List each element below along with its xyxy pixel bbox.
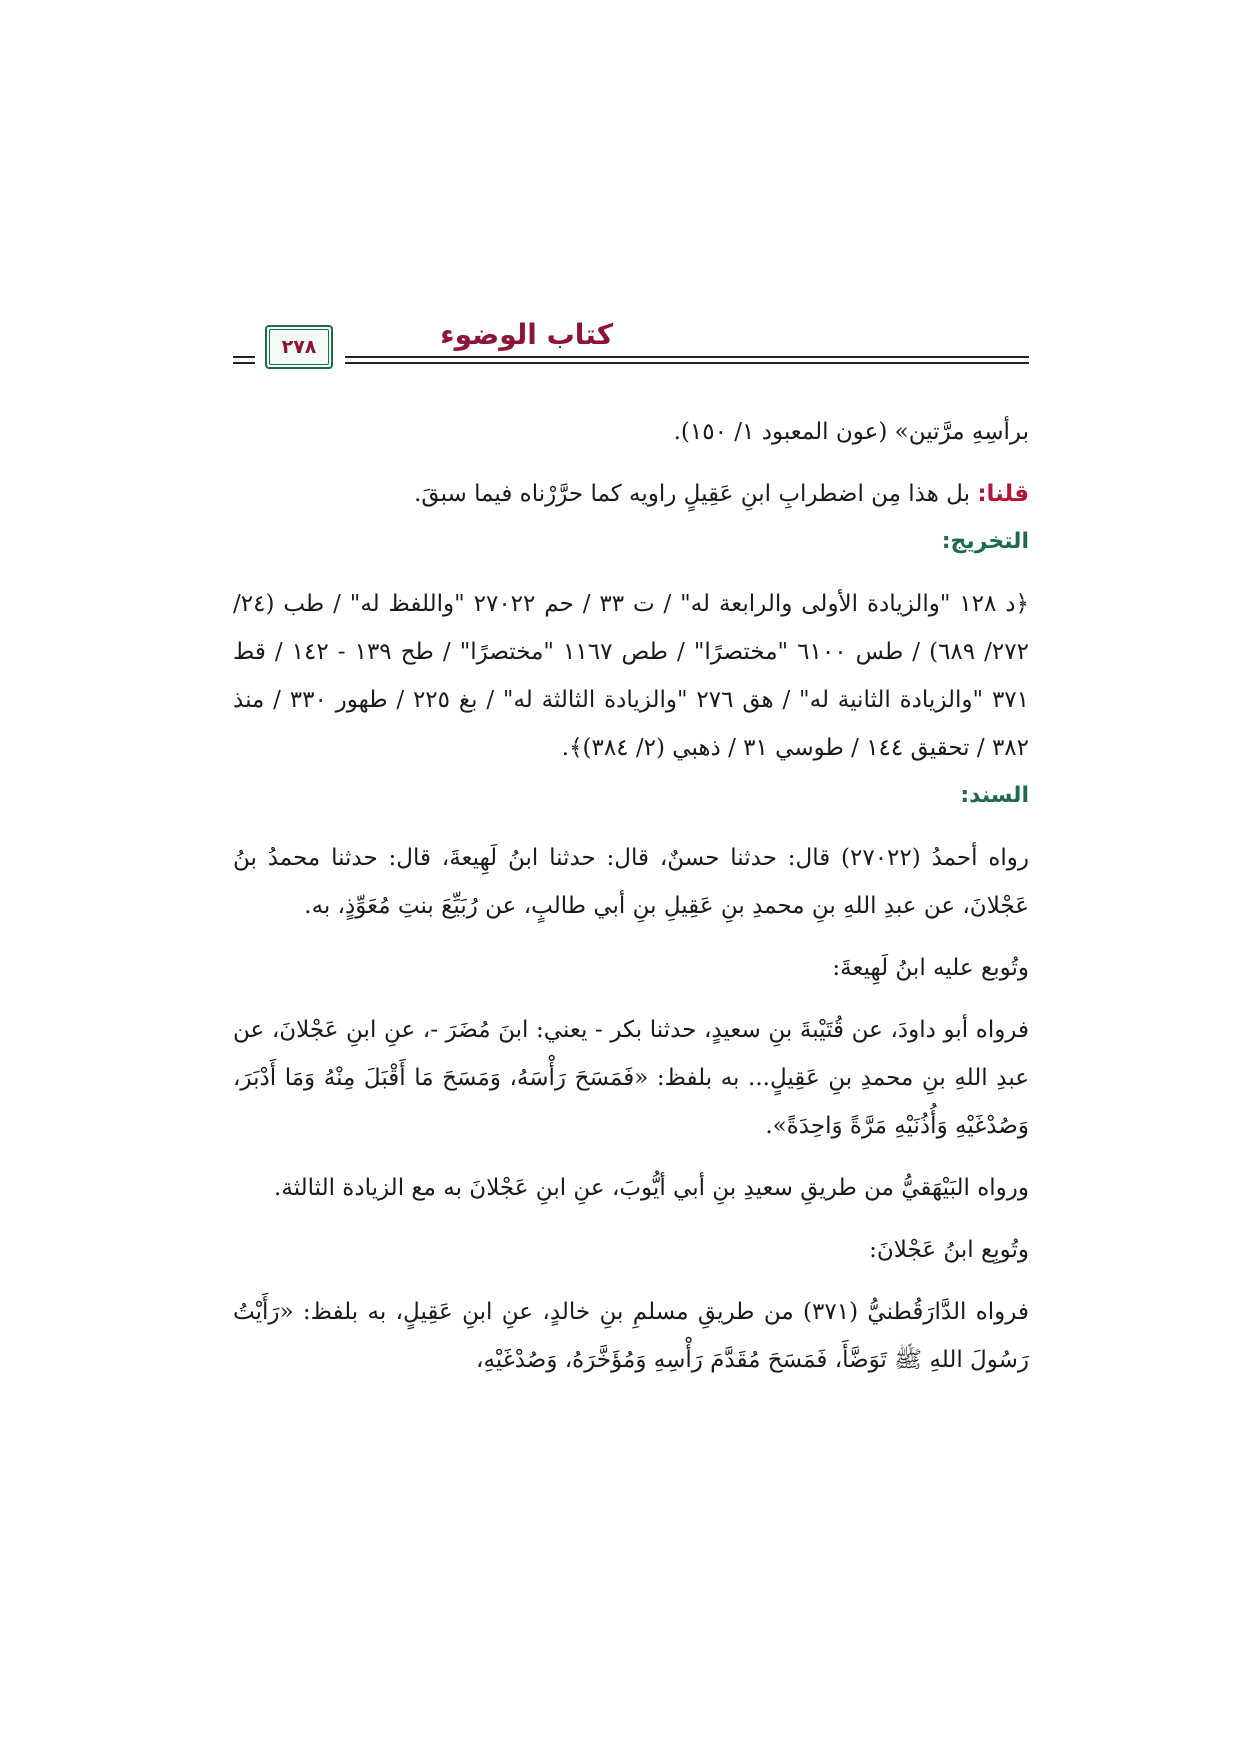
page-body bbox=[233, 408, 1029, 1384]
qulna-label: قلنا: bbox=[977, 481, 1029, 507]
header-rule-left-bottom bbox=[233, 362, 255, 364]
takhrij-heading: التخريج: bbox=[941, 529, 1029, 554]
sanad-paragraph-2: وتُوبع عليه ابنُ لَهِيعةَ: bbox=[832, 955, 1029, 981]
page-number: ٢٧٨ bbox=[269, 329, 329, 365]
page-number-badge bbox=[265, 325, 333, 369]
header-rule-bottom bbox=[345, 362, 1029, 364]
text-line-1: برأسِهِ مرَّتين» (عون المعبود ١/ ١٥٠). bbox=[673, 419, 1029, 445]
qulna-paragraph bbox=[233, 470, 1029, 518]
sanad-paragraph-3: فرواه أبو داودَ، عن قُتَيْبةَ بنِ سعيدٍ، حدثنا بكر - يعني: ابنَ مُضَرَ -، عنِ ابنِ عَجْلانَ، عن عبدِ اللهِ بنِ محمدِ بنِ عَقِيلٍ... به بلفظ: «فَمَسَحَ رَأْسَهُ، وَمَسَحَ مَا أَقْبَلَ مِنْهُ وَمَا أَدْبَرَ، وَصُدْغَيْهِ وَأُذُنَيْهِ مَرَّةً وَاحِدَةً». bbox=[233, 1017, 1029, 1139]
header-rule-top bbox=[345, 356, 1029, 358]
sanad-paragraph-4: ورواه البَيْهَقيُّ من طريقِ سعيدِ بنِ أبي أيُّوبَ، عنِ ابنِ عَجْلانَ به مع الزيادة الثالثة. bbox=[274, 1175, 1029, 1201]
sanad-paragraph-1: رواه أحمدُ (٢٧٠٢٢) قال: حدثنا حسنٌ، قال: حدثنا ابنُ لَهِيعةَ، قال: حدثنا محمدُ بنُ عَجْلانَ، عن عبدِ اللهِ بنِ محمدِ بنِ عَقِيلِ بنِ أبي طالبٍ، عن رُبَيِّعَ بنتِ مُعَوِّذٍ، به. bbox=[233, 845, 1030, 919]
page-header bbox=[233, 318, 1029, 388]
takhrij-paragraph: ﴿د ١٢٨ "والزيادة الأولى والرابعة له" / ت ٣٣ / حم ٢٧٠٢٢ "واللفظ له" / طب (٢٤/ ٢٧٢/ ٦٨٩) / طس ٦١٠٠ "مختصرًا" / طص ١١٦٧ "مختصرًا" / طح ١٣٩ - ١٤٢ / قط ٣٧١ "والزيادة الثانية له" / هق ٢٧٦ "والزيادة الثالثة له" / بغ ٢٢٥ / طهور ٣٣٠ / منذ ٣٨٢ / تحقيق ١٤٤ / طوسي ٣١ / ذهبي (٢/ ٣٨٤)﴾. bbox=[233, 591, 1030, 761]
header-rule-left-top bbox=[233, 356, 255, 358]
sanad-heading: السند: bbox=[960, 783, 1029, 808]
sanad-paragraph-6: فرواه الدَّارَقُطنيُّ (٣٧١) من طريقِ مسلمِ بنِ خالدٍ، عنِ ابنِ عَقِيلٍ، به بلفظ: «رَأَيْتُ رَسُولَ اللهِ ﷺ تَوَضَّأَ، فَمَسَحَ مُقَدَّمَ رَأْسِهِ وَمُؤَخَّرَهُ، وَصُدْغَيْهِ، bbox=[233, 1299, 1029, 1373]
sanad-paragraph-5: وتُوبِع ابنُ عَجْلانَ: bbox=[869, 1237, 1029, 1263]
qulna-text: بل هذا مِن اضطرابِ ابنِ عَقِيلٍ راويه كما حرَّرْناه فيما سبقَ. bbox=[414, 481, 978, 507]
book-title: كتاب الوضوء bbox=[440, 318, 613, 351]
